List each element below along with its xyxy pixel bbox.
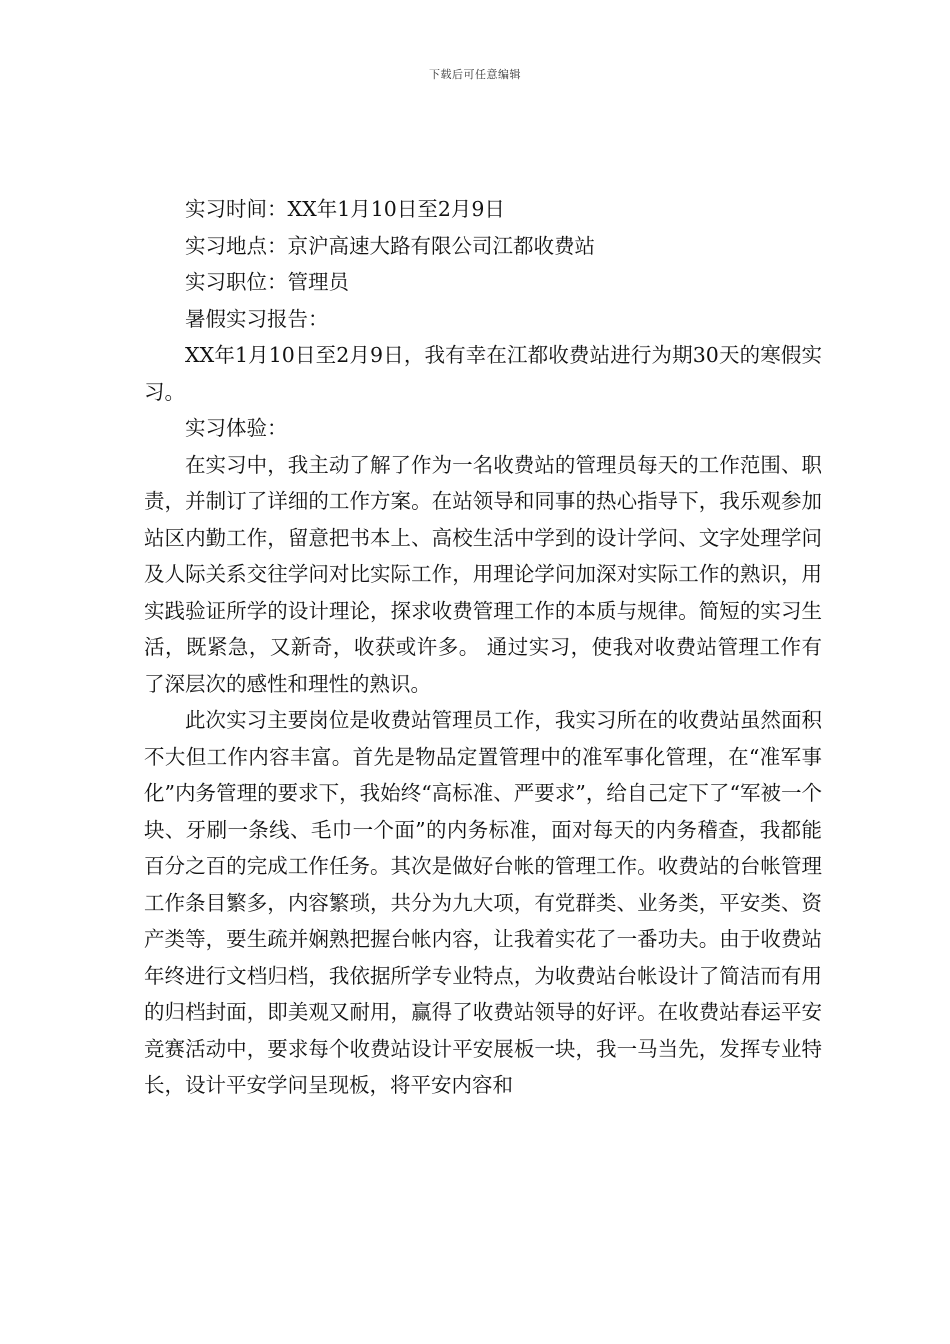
experience-heading: 实习体验： bbox=[185, 416, 288, 440]
document-body bbox=[144, 191, 822, 1104]
page-header-note: 下载后可任意编辑 bbox=[429, 68, 521, 81]
main-duties-paragraph: 此次实习主要岗位是收费站管理员工作，我实习所在的收费站虽然面积不大但工作内容丰富。首先是物品定置管理中的准军事化管理，在“准军事化”内务管理的要求下，我始终“高标准、严要求”，给自己定下了“军被一个块、牙刷一条线、毛巾一个面”的内务标准，面对每天的内务稽查，我都能百分之百的完成工作任务。其次是做好台帐的管理工作。收费站的台帐管理工作条目繁多，内容繁琐，共分为九大项，有党群类、业务类，平安类、资产类等，要生疏并娴熟把握台帐内容，让我着实花了一番功夫。由于收费站年终进行文档归档，我依据所学专业特点，为收费站台帐设计了简洁而有用的归档封面，即美观又耐用，赢得了收费站领导的好评。在收费站春运平安竞赛活动中，要求每个收费站设计平安展板一块，我一马当先，发挥专业特长，设计平安学问呈现板，将平安内容和 bbox=[144, 708, 822, 1097]
internship-location-line: 实习地点：京沪高速大路有限公司江都收费站 bbox=[185, 233, 595, 258]
experience-paragraph: 在实习中，我主动了解了作为一名收费站的管理员每天的工作范围、职责，并制订了详细的工作方案。在站领导和同事的热心指导下，我乐观参加站区内勤工作，留意把书本上、高校生活中学到的设计学问、文字处理学问及人际关系交往学问对比实际工作，用理论学问加深对实际工作的熟识，用实践验证所学的设计理论，探求收费管理工作的本质与规律。简短的实习生活，既紧急，又新奇，收获或许多。 通过实习，使我对收费站管理工作有了深层次的感性和理性的熟识。 bbox=[144, 452, 822, 696]
report-heading: 暑假实习报告： bbox=[185, 306, 329, 331]
internship-time-line: 实习时间：XX年1月10日至2月9日 bbox=[185, 197, 505, 221]
internship-position-line: 实习职位：管理员 bbox=[185, 270, 349, 294]
intro-paragraph: XX年1月10日至2月9日，我有幸在江都收费站进行为期30天的寒假实习。 bbox=[144, 343, 822, 404]
